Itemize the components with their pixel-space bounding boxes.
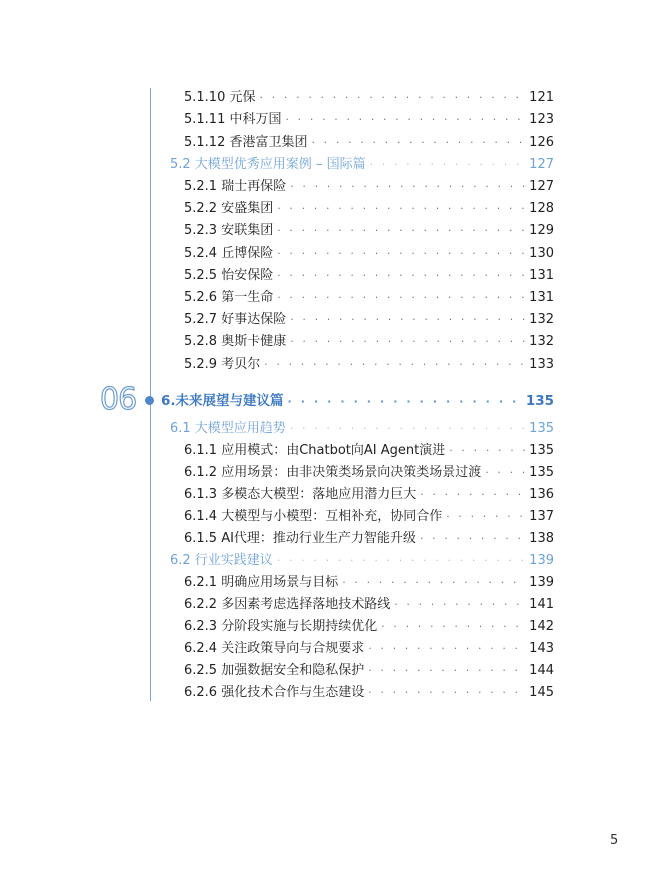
dot-leader bbox=[311, 133, 525, 153]
dot-leader bbox=[368, 639, 525, 659]
toc-entry-label: 6.1.3 多模态大模型：落地应用潜力巨大 bbox=[184, 487, 417, 502]
toc-entry-page: 135 bbox=[529, 421, 554, 436]
toc-entry-label: 6.2.1 明确应用场景与目标 bbox=[184, 575, 339, 590]
toc-entry-page: 135 bbox=[529, 443, 554, 458]
toc-entry-label: 6.1.1 应用模式：由Chatbot向AI Agent演进 bbox=[184, 443, 446, 458]
toc-section-entry[interactable] bbox=[170, 551, 554, 571]
toc-entry-page: 132 bbox=[529, 334, 554, 349]
toc-entry-label: 5.2.9 考贝尔 bbox=[184, 357, 261, 372]
toc-entry[interactable] bbox=[184, 110, 554, 130]
toc-entry-label: 5.1.11 中科万国 bbox=[184, 112, 282, 127]
toc-entry-label: 6.未来展望与建议篇 bbox=[161, 393, 284, 409]
toc-entry[interactable] bbox=[184, 310, 554, 330]
dot-leader bbox=[277, 266, 525, 286]
toc-entry-label: 5.2.5 怡安保险 bbox=[184, 268, 274, 283]
toc-entry-page: 130 bbox=[529, 246, 554, 261]
toc-entry[interactable] bbox=[184, 463, 554, 483]
toc-entry-label: 6.1 大模型应用趋势 bbox=[170, 421, 286, 436]
dot-leader bbox=[277, 221, 525, 241]
toc-entry[interactable] bbox=[184, 573, 554, 593]
toc-entry-label: 6.2 行业实践建议 bbox=[170, 553, 273, 568]
toc-entry-page: 136 bbox=[529, 487, 554, 502]
dot-leader bbox=[485, 463, 525, 483]
toc-entry-page: 131 bbox=[529, 290, 554, 305]
page-number: 5 bbox=[610, 833, 619, 848]
toc-entry-label: 5.2.1 瑞士再保险 bbox=[184, 179, 287, 194]
toc-entry-page: 127 bbox=[529, 157, 554, 172]
toc-entry[interactable] bbox=[184, 266, 554, 286]
dot-leader bbox=[277, 244, 525, 264]
toc-entry-page: 127 bbox=[529, 179, 554, 194]
dot-leader bbox=[290, 177, 525, 197]
toc-entry[interactable] bbox=[184, 485, 554, 505]
toc-entry-page: 144 bbox=[529, 663, 554, 678]
dot-leader bbox=[288, 392, 522, 412]
toc-entry[interactable] bbox=[184, 332, 554, 352]
toc-entry-page: 135 bbox=[525, 393, 554, 409]
toc-entry[interactable] bbox=[184, 661, 554, 681]
toc-entry-label: 5.2.8 奥斯卡健康 bbox=[184, 334, 287, 349]
dot-leader bbox=[420, 485, 525, 505]
dot-leader bbox=[394, 595, 525, 615]
toc-entry[interactable] bbox=[184, 507, 554, 527]
dot-leader bbox=[368, 661, 525, 681]
toc-entry-label: 5.2.3 安联集团 bbox=[184, 223, 274, 238]
toc-entry[interactable] bbox=[184, 683, 554, 703]
chapter-number: 06 bbox=[100, 382, 137, 417]
toc-entry-label: 6.1.4 大模型与小模型：互相补充，协同合作 bbox=[184, 509, 443, 524]
dot-leader bbox=[277, 199, 525, 219]
dot-leader bbox=[381, 617, 525, 637]
toc-entry-label: 5.1.10 元保 bbox=[184, 90, 256, 105]
toc-entry-label: 5.1.12 香港富卫集团 bbox=[184, 135, 308, 150]
toc-entry-page: 133 bbox=[529, 357, 554, 372]
dot-leader bbox=[368, 683, 525, 703]
toc-section-entry[interactable] bbox=[170, 155, 554, 175]
toc-entry[interactable] bbox=[184, 288, 554, 308]
toc-entry-label: 6.2.4 关注政策导向与合规要求 bbox=[184, 641, 365, 656]
toc-entry[interactable] bbox=[184, 355, 554, 375]
toc-entry-page: 132 bbox=[529, 312, 554, 327]
dot-leader bbox=[342, 573, 525, 593]
toc-entry-label: 6.1.5 AI代理：推动行业生产力智能升级 bbox=[184, 531, 416, 546]
toc-entry[interactable] bbox=[184, 221, 554, 241]
toc-entry[interactable] bbox=[184, 639, 554, 659]
dot-leader bbox=[290, 310, 525, 330]
toc-entry-page: 139 bbox=[529, 575, 554, 590]
toc-entry-page: 129 bbox=[529, 223, 554, 238]
toc-chapter-entry[interactable] bbox=[161, 391, 554, 411]
dot-leader bbox=[259, 88, 525, 108]
dot-leader bbox=[449, 441, 525, 461]
toc-entry[interactable] bbox=[184, 133, 554, 153]
toc-entry-label: 5.2.4 丘博保险 bbox=[184, 246, 274, 261]
toc-entry-page: 121 bbox=[529, 90, 554, 105]
toc-vertical-rule bbox=[150, 88, 151, 701]
toc-entry-page: 143 bbox=[529, 641, 554, 656]
dot-leader bbox=[446, 507, 525, 527]
toc-entry-label: 5.2 大模型优秀应用案例 – 国际篇 bbox=[170, 157, 366, 172]
dot-leader bbox=[277, 551, 525, 571]
toc-entry-page: 123 bbox=[529, 112, 554, 127]
toc-entry-page: 135 bbox=[529, 465, 554, 480]
toc-entry-page: 142 bbox=[529, 619, 554, 634]
dot-leader bbox=[290, 419, 525, 439]
dot-leader bbox=[290, 332, 525, 352]
toc-entry-page: 128 bbox=[529, 201, 554, 216]
toc-entry-label: 5.2.6 第一生命 bbox=[184, 290, 274, 305]
chapter-marker-dot bbox=[145, 396, 154, 405]
toc-entry-page: 126 bbox=[529, 135, 554, 150]
dot-leader bbox=[285, 110, 525, 130]
dot-leader bbox=[277, 288, 525, 308]
toc-entry-label: 6.2.6 强化技术合作与生态建设 bbox=[184, 685, 365, 700]
toc-entry-label: 5.2.7 好事达保险 bbox=[184, 312, 287, 327]
toc-entry[interactable] bbox=[184, 617, 554, 637]
toc-entry-page: 141 bbox=[529, 597, 554, 612]
toc-entry[interactable] bbox=[184, 529, 554, 549]
toc-entry-label: 6.2.2 多因素考虑选择落地技术路线 bbox=[184, 597, 391, 612]
toc-entry[interactable] bbox=[184, 441, 554, 461]
dot-leader bbox=[370, 155, 526, 175]
toc-entry-label: 6.2.3 分阶段实施与长期持续优化 bbox=[184, 619, 378, 634]
toc-section-entry[interactable] bbox=[170, 419, 554, 439]
toc-entry-page: 145 bbox=[529, 685, 554, 700]
toc-entry-page: 138 bbox=[529, 531, 554, 546]
toc-entry-page: 137 bbox=[529, 509, 554, 524]
toc-entry[interactable] bbox=[184, 88, 554, 108]
toc-entry[interactable] bbox=[184, 595, 554, 615]
dot-leader bbox=[420, 529, 525, 549]
toc-entry-label: 6.2.5 加强数据安全和隐私保护 bbox=[184, 663, 365, 678]
toc-entry-label: 6.1.2 应用场景：由非决策类场景向决策类场景过渡 bbox=[184, 465, 482, 480]
toc-entry-page: 139 bbox=[529, 553, 554, 568]
toc-entry[interactable] bbox=[184, 244, 554, 264]
toc-entry-label: 5.2.2 安盛集团 bbox=[184, 201, 274, 216]
toc-entry[interactable] bbox=[184, 199, 554, 219]
toc-entry[interactable] bbox=[184, 177, 554, 197]
toc-entry-page: 131 bbox=[529, 268, 554, 283]
dot-leader bbox=[264, 355, 525, 375]
